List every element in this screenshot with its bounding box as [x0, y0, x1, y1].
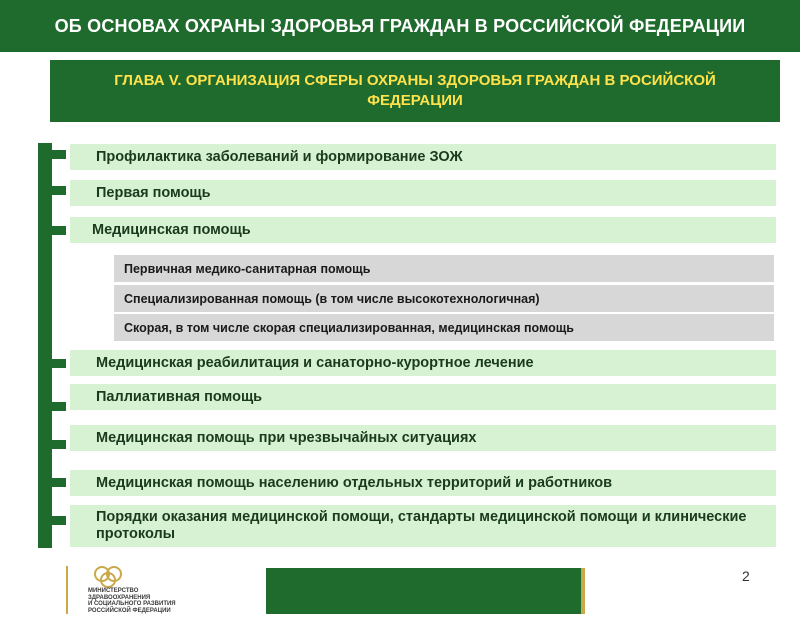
list-item-label: Медицинская помощь	[92, 222, 251, 238]
header-title: ОБ ОСНОВАХ ОХРАНЫ ЗДОРОВЬЯ ГРАЖДАН В РОССИЙСКОЙ ФЕДЕРАЦИИ	[54, 15, 746, 36]
chapter-box	[50, 60, 780, 122]
connector-tick	[46, 478, 66, 487]
list-item-label: Медицинская помощь населению отдельных территорий и работников	[96, 475, 613, 491]
list-item-label: Профилактика заболеваний и формирование ЗОЖ	[96, 149, 463, 165]
list-item	[70, 384, 776, 410]
chapter-title: ГЛАВА V. ОРГАНИЗАЦИЯ СФЕРЫ ОХРАНЫ ЗДОРОВЬЯ ГРАЖДАН В РОСИЙСКОЙ ФЕДЕРАЦИИ	[114, 72, 716, 109]
list-item-label: Первая помощь	[96, 185, 211, 201]
list-item	[70, 144, 776, 170]
ministry-logo	[88, 566, 228, 616]
list-item-label: Медицинская реабилитация и санаторно-курортное лечение	[96, 355, 534, 371]
sub-list-item-label: Специализированная помощь (в том числе высокотехнологичная)	[124, 291, 540, 306]
ministry-emblem-icon	[90, 564, 126, 588]
sub-list-item	[114, 314, 774, 341]
connector-tick	[46, 150, 66, 159]
list-item	[70, 425, 776, 451]
connector-tick	[46, 440, 66, 449]
list-item	[70, 470, 776, 496]
ministry-logo-text: МИНИСТЕРСТВО ЗДРАВООХРАНЕНИЯ И СОЦИАЛЬНОГО РАЗВИТИЯ РОССИЙСКОЙ ФЕДЕРАЦИИ	[88, 588, 176, 614]
connector-tick	[46, 516, 66, 525]
list-item-label: Порядки оказания медицинской помощи, стандарты медицинской помощи и клинические протоколы	[96, 509, 747, 542]
sub-list-item-label: Скорая, в том числе скорая специализированная, медицинская помощь	[124, 320, 574, 335]
connector-tick	[46, 226, 66, 235]
list-item-label: Медицинская помощь при чрезвычайных ситуациях	[96, 430, 477, 446]
header-banner	[0, 0, 800, 52]
vertical-connector-bar	[38, 143, 52, 548]
footer-green-block	[266, 568, 584, 614]
page-number: 2	[742, 568, 750, 584]
list-item	[70, 350, 776, 376]
sub-list-item	[114, 255, 774, 282]
footer-divider	[66, 566, 68, 614]
connector-tick	[46, 186, 66, 195]
sub-list-item	[114, 285, 774, 312]
sub-list-item-label: Первичная медико-санитарная помощь	[124, 261, 371, 276]
footer-gold-edge	[581, 568, 585, 614]
list-item	[70, 180, 776, 206]
connector-tick	[46, 359, 66, 368]
list-item	[70, 217, 776, 243]
list-item-label: Паллиативная помощь	[96, 389, 263, 405]
list-item	[70, 505, 776, 547]
connector-tick	[46, 402, 66, 411]
